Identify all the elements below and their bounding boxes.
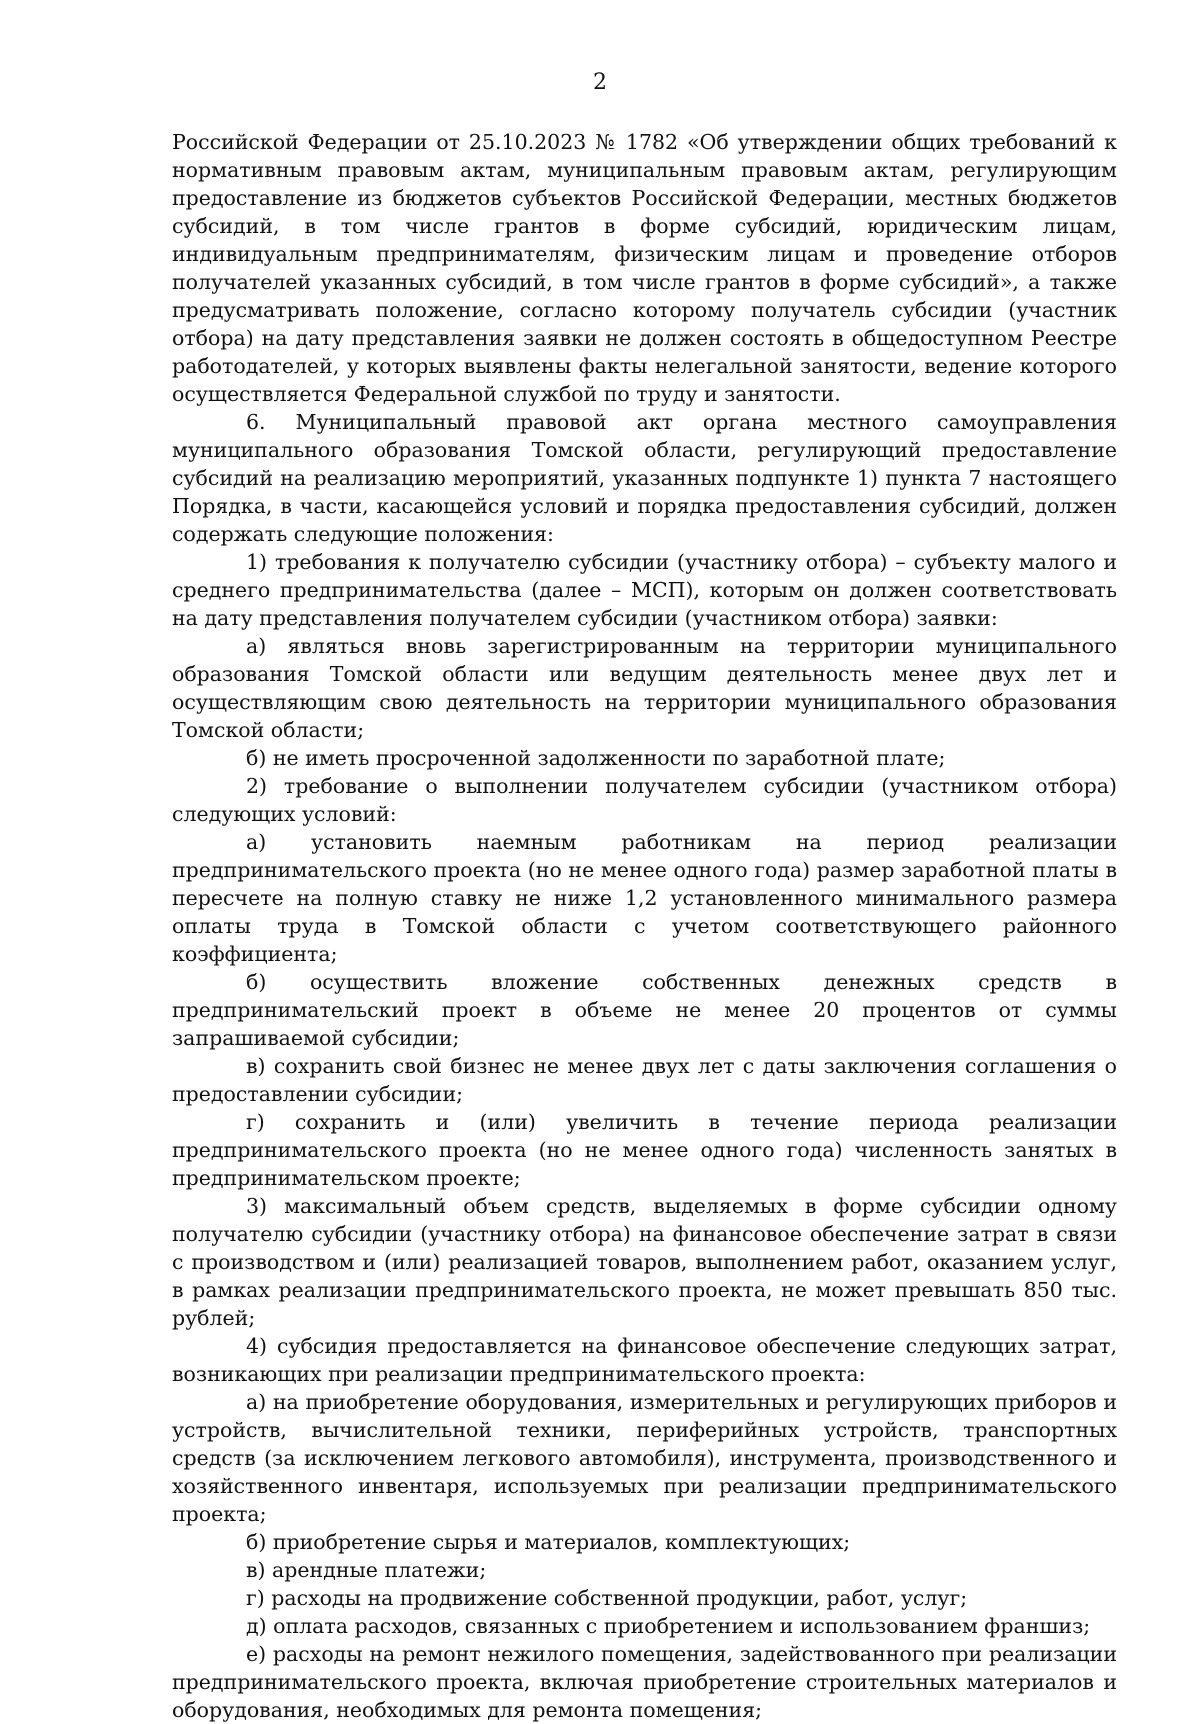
- paragraph: а) установить наемным работникам на период реализации предпринимательского проекта (но не менее одного года) размер заработной платы в пересчете на полную ставку не ниже 1,2 установленного минимального размера оплаты труда в Томской области с учетом соответствующего районного коэффициента;: [172, 830, 1117, 966]
- paragraph: Российской Федерации от 25.10.2023 № 1782 «Об утверждении общих требований к нормативным правовым актам, муниципальным правовым актам, регулирующим предоставление из бюджетов субъектов Российской Федерации, местных бюджетов субсидий, в том числе грантов в форме субсидий, юридическим лицам, индивидуальным предпринимателям, физическим лицам и проведение отборов получателей указанных субсидий, в том числе грантов в форме субсидий», а также предусматривать положение, согласно которому получатель субсидии (участник отбора) на дату представления заявки не должен состоять в общедоступном Реестре работодателей, у которых выявлены факты нелегальной занятости, ведение которого осуществляется Федеральной службой по труду и занятости.: [172, 130, 1117, 406]
- paragraph: 1) требования к получателю субсидии (участнику отбора) – субъекту малого и среднего предпринимательства (далее – МСП), которым он должен соответствовать на дату представления получателем субсидии (участником отбора) заявки:: [172, 550, 1117, 630]
- paragraph: б) не иметь просроченной задолженности по заработной плате;: [246, 746, 946, 770]
- paragraph: б) приобретение сырья и материалов, комплектующих;: [246, 1530, 851, 1554]
- paragraph: 6. Муниципальный правовой акт органа местного самоуправления муниципального образования Томской области, регулирующий предоставление субсидий на реализацию мероприятий, указанных подпункте 1) пункта 7 настоящего Порядка, в части, касающейся условий и порядка предоставления субсидий, должен содержать следующие положения:: [172, 410, 1117, 546]
- paragraph: а) на приобретение оборудования, измерительных и регулирующих приборов и устройств, вычислительной техники, периферийных устройств, транспортных средств (за исключением легкового автомобиля), инструмента, производственного и хозяйственного инвентаря, используемых при реализации предпринимательского проекта;: [172, 1390, 1117, 1526]
- paragraph: а) являться вновь зарегистрированным на территории муниципального образования Томской области или ведущим деятельность менее двух лет и осуществляющим свою деятельность на территории муниципального образования Томской области;: [172, 634, 1117, 742]
- paragraph: в) сохранить свой бизнес не менее двух лет с даты заключения соглашения о предоставлении субсидии;: [172, 1054, 1117, 1106]
- page-number: 2: [593, 70, 607, 95]
- document-body: [172, 128, 1117, 1724]
- paragraph: 2) требование о выполнении получателем субсидии (участником отбора) следующих условий:: [172, 774, 1117, 826]
- paragraph: в) арендные платежи;: [246, 1558, 487, 1582]
- paragraph: 4) субсидия предоставляется на финансовое обеспечение следующих затрат, возникающих при реализации предпринимательского проекта:: [172, 1334, 1117, 1386]
- paragraph: б) осуществить вложение собственных денежных средств в предпринимательский проект в объеме не менее 20 процентов от суммы запрашиваемой субсидии;: [172, 970, 1117, 1050]
- paragraph: д) оплата расходов, связанных с приобретением и использованием франшиз;: [246, 1614, 1091, 1638]
- paragraph: е) расходы на ремонт нежилого помещения, задействованного при реализации предпринимательского проекта, включая приобретение строительных материалов и оборудования, необходимых для ремонта помещения;: [172, 1642, 1117, 1722]
- paragraph: г) расходы на продвижение собственной продукции, работ, услуг;: [246, 1586, 968, 1610]
- paragraph: 3) максимальный объем средств, выделяемых в форме субсидии одному получателю субсидии (участнику отбора) на финансовое обеспечение затрат в связи с производством и (или) реализацией товаров, выполнением работ, оказанием услуг, в рамках реализации предпринимательского проекта, не может превышать 850 тыс. рублей;: [172, 1194, 1117, 1330]
- paragraph: г) сохранить и (или) увеличить в течение периода реализации предпринимательского проекта (но не менее одного года) численность занятых в предпринимательском проекте;: [172, 1110, 1117, 1190]
